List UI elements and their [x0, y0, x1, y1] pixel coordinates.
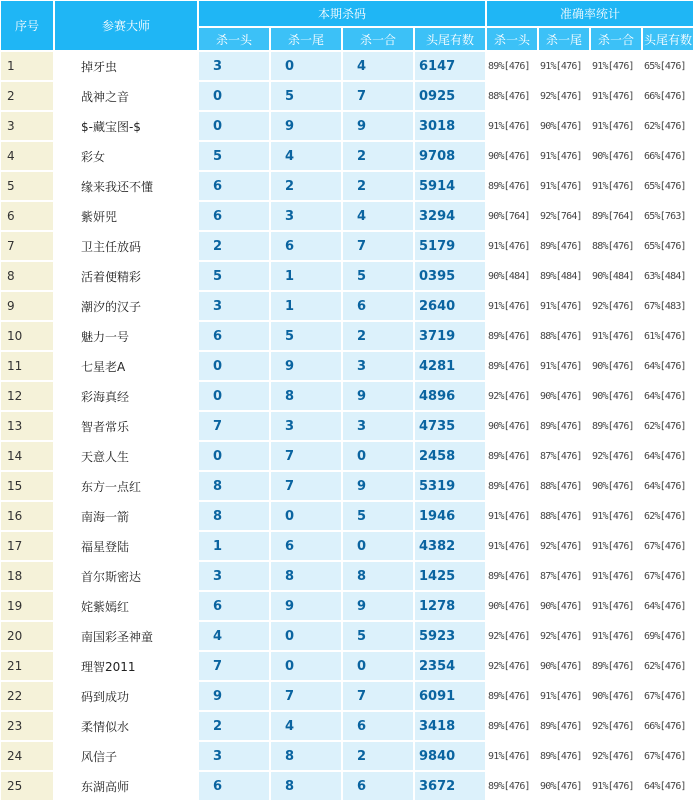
kill-combo-value: 3 [343, 412, 413, 440]
acc-head-tail: 69%[476] [643, 622, 693, 650]
acc-head-tail: 65%[476] [643, 172, 693, 200]
row-index: 21 [1, 652, 53, 680]
table-row [1, 172, 693, 200]
table-row [1, 622, 693, 650]
acc-head-tail: 64%[476] [643, 772, 693, 800]
master-name: 柔情似水 [55, 712, 197, 740]
master-name: 姹紫嫣红 [55, 592, 197, 620]
acc-head-tail: 64%[476] [643, 472, 693, 500]
kill-tail-value: 8 [271, 562, 341, 590]
acc-kill-combo: 92%[476] [591, 442, 641, 470]
head-tail-value: 3418 [415, 712, 485, 740]
master-name: 魅力一号 [55, 322, 197, 350]
kill-tail-value: 0 [271, 52, 341, 80]
acc-kill-head: 90%[764] [487, 202, 537, 230]
kill-head-value: 6 [199, 592, 269, 620]
master-name: 掉牙虫 [55, 52, 197, 80]
acc-kill-head: 89%[476] [487, 712, 537, 740]
acc-head-tail: 66%[476] [643, 142, 693, 170]
acc-kill-tail: 91%[476] [539, 172, 589, 200]
acc-kill-combo: 91%[476] [591, 322, 641, 350]
master-name: 卫主任放码 [55, 232, 197, 260]
acc-kill-head: 89%[476] [487, 52, 537, 80]
table-row [1, 382, 693, 410]
kill-combo-value: 7 [343, 682, 413, 710]
kill-head-value: 6 [199, 202, 269, 230]
acc-kill-head: 92%[476] [487, 382, 537, 410]
head-tail-value: 2354 [415, 652, 485, 680]
kill-head-header: 杀一头 [199, 28, 269, 50]
acc-kill-head: 91%[476] [487, 532, 537, 560]
master-header: 参赛大师 [55, 1, 197, 50]
acc-kill-combo: 91%[476] [591, 172, 641, 200]
acc-kill-tail: 92%[476] [539, 622, 589, 650]
kill-head-value: 5 [199, 262, 269, 290]
acc-kill-combo: 90%[476] [591, 682, 641, 710]
master-name: 七星老A [55, 352, 197, 380]
table-row [1, 52, 693, 80]
acc-kill-head: 90%[484] [487, 262, 537, 290]
kill-tail-value: 4 [271, 142, 341, 170]
acc-kill-tail: 92%[476] [539, 532, 589, 560]
acc-head-tail: 67%[476] [643, 562, 693, 590]
acc-kill-head: 90%[476] [487, 142, 537, 170]
master-name: $-藏宝图-$ [55, 112, 197, 140]
kill-combo-value: 6 [343, 292, 413, 320]
kill-combo-value: 2 [343, 742, 413, 770]
master-name: 风信子 [55, 742, 197, 770]
kill-head-value: 8 [199, 472, 269, 500]
row-index: 5 [1, 172, 53, 200]
acc-kill-head: 89%[476] [487, 682, 537, 710]
table-row [1, 772, 693, 800]
kill-tail-value: 0 [271, 622, 341, 650]
acc-kill-head: 92%[476] [487, 622, 537, 650]
head-tail-value: 2458 [415, 442, 485, 470]
kill-tail-value: 8 [271, 382, 341, 410]
kill-head-value: 9 [199, 682, 269, 710]
table-row [1, 82, 693, 110]
acc-head-tail-header: 头尾有数 [643, 28, 693, 50]
table-row [1, 532, 693, 560]
acc-kill-combo: 90%[484] [591, 262, 641, 290]
acc-kill-head: 90%[476] [487, 412, 537, 440]
table-row [1, 712, 693, 740]
kill-combo-value: 9 [343, 472, 413, 500]
acc-kill-head: 89%[476] [487, 442, 537, 470]
table-row [1, 592, 693, 620]
kill-combo-value: 8 [343, 562, 413, 590]
kill-tail-value: 3 [271, 412, 341, 440]
row-index: 24 [1, 742, 53, 770]
kill-head-value: 7 [199, 652, 269, 680]
row-index: 4 [1, 142, 53, 170]
acc-head-tail: 66%[476] [643, 82, 693, 110]
head-tail-value: 4896 [415, 382, 485, 410]
master-name: 东方一点红 [55, 472, 197, 500]
head-tail-value: 2640 [415, 292, 485, 320]
master-name: 南国彩圣神童 [55, 622, 197, 650]
head-tail-value: 1425 [415, 562, 485, 590]
acc-kill-tail: 91%[476] [539, 142, 589, 170]
row-index: 23 [1, 712, 53, 740]
row-index: 6 [1, 202, 53, 230]
acc-kill-combo: 91%[476] [591, 592, 641, 620]
acc-head-tail: 61%[476] [643, 322, 693, 350]
row-index: 22 [1, 682, 53, 710]
kill-head-value: 3 [199, 292, 269, 320]
kill-head-value: 2 [199, 232, 269, 260]
row-index: 19 [1, 592, 53, 620]
acc-kill-combo: 88%[476] [591, 232, 641, 260]
acc-kill-combo: 90%[476] [591, 472, 641, 500]
acc-kill-head: 89%[476] [487, 562, 537, 590]
head-tail-value: 5179 [415, 232, 485, 260]
head-tail-header: 头尾有数 [415, 28, 485, 50]
acc-head-tail: 62%[476] [643, 412, 693, 440]
current-kill-header: 本期杀码 [199, 1, 485, 26]
table-header [1, 1, 693, 50]
kill-combo-value: 5 [343, 622, 413, 650]
table-row [1, 472, 693, 500]
acc-kill-combo: 90%[476] [591, 352, 641, 380]
kill-combo-value: 2 [343, 172, 413, 200]
kill-combo-value: 4 [343, 52, 413, 80]
row-index: 9 [1, 292, 53, 320]
acc-kill-combo: 89%[476] [591, 412, 641, 440]
acc-kill-combo: 90%[476] [591, 382, 641, 410]
acc-kill-head: 91%[476] [487, 232, 537, 260]
kill-combo-value: 4 [343, 202, 413, 230]
table-body [1, 52, 693, 800]
kill-combo-value: 0 [343, 652, 413, 680]
acc-kill-head: 89%[476] [487, 352, 537, 380]
kill-tail-value: 7 [271, 442, 341, 470]
acc-kill-tail: 90%[476] [539, 382, 589, 410]
acc-kill-tail: 92%[476] [539, 82, 589, 110]
acc-kill-tail: 87%[476] [539, 442, 589, 470]
acc-kill-tail: 89%[476] [539, 742, 589, 770]
acc-kill-tail: 88%[476] [539, 322, 589, 350]
kill-head-value: 0 [199, 442, 269, 470]
kill-tail-value: 9 [271, 112, 341, 140]
row-index: 11 [1, 352, 53, 380]
acc-kill-head: 91%[476] [487, 112, 537, 140]
kill-tail-value: 4 [271, 712, 341, 740]
row-index: 2 [1, 82, 53, 110]
table-row [1, 112, 693, 140]
head-tail-value: 1278 [415, 592, 485, 620]
kill-head-value: 0 [199, 382, 269, 410]
head-tail-value: 0925 [415, 82, 485, 110]
kill-head-value: 0 [199, 112, 269, 140]
acc-head-tail: 64%[476] [643, 382, 693, 410]
table-row [1, 682, 693, 710]
acc-kill-combo: 92%[476] [591, 712, 641, 740]
head-tail-value: 3719 [415, 322, 485, 350]
head-tail-value: 1946 [415, 502, 485, 530]
kill-combo-value: 3 [343, 352, 413, 380]
acc-kill-combo: 91%[476] [591, 82, 641, 110]
head-tail-value: 9708 [415, 142, 485, 170]
acc-head-tail: 64%[476] [643, 442, 693, 470]
acc-kill-combo: 91%[476] [591, 772, 641, 800]
kill-tail-header: 杀一尾 [271, 28, 341, 50]
kill-combo-value: 0 [343, 532, 413, 560]
kill-combo-value: 2 [343, 322, 413, 350]
table-row [1, 352, 693, 380]
kill-tail-value: 1 [271, 292, 341, 320]
row-index: 12 [1, 382, 53, 410]
kill-head-value: 3 [199, 562, 269, 590]
acc-kill-head: 92%[476] [487, 652, 537, 680]
row-index: 1 [1, 52, 53, 80]
kill-combo-value: 5 [343, 502, 413, 530]
kill-combo-value: 9 [343, 592, 413, 620]
kill-head-value: 2 [199, 712, 269, 740]
kill-tail-value: 5 [271, 82, 341, 110]
kill-combo-value: 7 [343, 82, 413, 110]
head-tail-value: 3018 [415, 112, 485, 140]
acc-head-tail: 67%[483] [643, 292, 693, 320]
acc-kill-head: 88%[476] [487, 82, 537, 110]
table-row [1, 652, 693, 680]
acc-kill-tail: 88%[476] [539, 502, 589, 530]
row-index: 10 [1, 322, 53, 350]
acc-kill-head: 89%[476] [487, 772, 537, 800]
kill-combo-value: 9 [343, 112, 413, 140]
acc-kill-tail: 91%[476] [539, 682, 589, 710]
row-index: 7 [1, 232, 53, 260]
master-name: 东湖高师 [55, 772, 197, 800]
acc-kill-head: 91%[476] [487, 502, 537, 530]
master-name: 彩海真经 [55, 382, 197, 410]
acc-head-tail: 62%[476] [643, 112, 693, 140]
row-index: 18 [1, 562, 53, 590]
acc-kill-combo: 89%[476] [591, 652, 641, 680]
kill-combo-header: 杀一合 [343, 28, 413, 50]
acc-kill-tail: 89%[476] [539, 412, 589, 440]
acc-kill-head: 91%[476] [487, 292, 537, 320]
head-tail-value: 0395 [415, 262, 485, 290]
kill-head-value: 6 [199, 772, 269, 800]
row-index: 8 [1, 262, 53, 290]
acc-kill-tail: 91%[476] [539, 52, 589, 80]
row-index: 25 [1, 772, 53, 800]
kill-tail-value: 6 [271, 232, 341, 260]
master-name: 智者常乐 [55, 412, 197, 440]
master-name: 战神之音 [55, 82, 197, 110]
acc-head-tail: 65%[763] [643, 202, 693, 230]
accuracy-stats-header: 准确率统计 [487, 1, 693, 26]
kill-head-value: 6 [199, 172, 269, 200]
acc-kill-combo: 92%[476] [591, 292, 641, 320]
table-row [1, 202, 693, 230]
kill-head-value: 3 [199, 52, 269, 80]
row-index: 20 [1, 622, 53, 650]
acc-kill-tail: 90%[476] [539, 112, 589, 140]
head-tail-value: 5923 [415, 622, 485, 650]
kill-combo-value: 2 [343, 142, 413, 170]
acc-head-tail: 65%[476] [643, 232, 693, 260]
table-row [1, 562, 693, 590]
kill-combo-value: 5 [343, 262, 413, 290]
acc-head-tail: 67%[476] [643, 682, 693, 710]
acc-kill-tail: 90%[476] [539, 652, 589, 680]
kill-tail-value: 7 [271, 472, 341, 500]
head-tail-value: 6091 [415, 682, 485, 710]
acc-kill-tail: 89%[476] [539, 712, 589, 740]
acc-kill-combo: 90%[476] [591, 142, 641, 170]
kill-combo-value: 6 [343, 772, 413, 800]
master-name: 潮汐的汉子 [55, 292, 197, 320]
kill-head-value: 5 [199, 142, 269, 170]
head-tail-value: 5319 [415, 472, 485, 500]
acc-kill-head: 89%[476] [487, 172, 537, 200]
head-tail-value: 3294 [415, 202, 485, 230]
kill-head-value: 7 [199, 412, 269, 440]
acc-kill-tail: 89%[484] [539, 262, 589, 290]
kill-combo-value: 0 [343, 442, 413, 470]
head-tail-value: 4735 [415, 412, 485, 440]
acc-kill-combo: 91%[476] [591, 502, 641, 530]
master-name: 首尔斯密达 [55, 562, 197, 590]
kill-combo-value: 6 [343, 712, 413, 740]
kill-head-value: 0 [199, 352, 269, 380]
master-name: 天意人生 [55, 442, 197, 470]
kill-combo-value: 7 [343, 232, 413, 260]
acc-kill-tail: 91%[476] [539, 292, 589, 320]
kill-head-value: 6 [199, 322, 269, 350]
acc-head-tail: 62%[476] [643, 652, 693, 680]
kill-tail-value: 2 [271, 172, 341, 200]
kill-head-value: 1 [199, 532, 269, 560]
table-row [1, 232, 693, 260]
master-name: 南海一箭 [55, 502, 197, 530]
row-index: 16 [1, 502, 53, 530]
acc-kill-tail-header: 杀一尾 [539, 28, 589, 50]
master-name: 福星登陆 [55, 532, 197, 560]
acc-head-tail: 67%[476] [643, 742, 693, 770]
master-name: 码到成功 [55, 682, 197, 710]
table-row [1, 412, 693, 440]
acc-kill-tail: 87%[476] [539, 562, 589, 590]
acc-kill-combo: 91%[476] [591, 112, 641, 140]
kill-tail-value: 9 [271, 592, 341, 620]
acc-kill-tail: 90%[476] [539, 592, 589, 620]
acc-head-tail: 67%[476] [643, 532, 693, 560]
head-tail-value: 6147 [415, 52, 485, 80]
master-name: 彩女 [55, 142, 197, 170]
acc-head-tail: 66%[476] [643, 712, 693, 740]
head-tail-value: 9840 [415, 742, 485, 770]
kill-head-value: 4 [199, 622, 269, 650]
table-row [1, 442, 693, 470]
acc-kill-combo: 89%[764] [591, 202, 641, 230]
acc-kill-combo: 91%[476] [591, 532, 641, 560]
kill-head-value: 3 [199, 742, 269, 770]
kill-head-value: 0 [199, 82, 269, 110]
kill-tail-value: 8 [271, 742, 341, 770]
row-index: 17 [1, 532, 53, 560]
kill-tail-value: 8 [271, 772, 341, 800]
acc-kill-combo: 91%[476] [591, 562, 641, 590]
table-row [1, 142, 693, 170]
kill-tail-value: 1 [271, 262, 341, 290]
master-name: 紫妍兕 [55, 202, 197, 230]
acc-kill-combo: 91%[476] [591, 52, 641, 80]
acc-kill-tail: 89%[476] [539, 232, 589, 260]
acc-kill-tail: 91%[476] [539, 352, 589, 380]
acc-kill-head-header: 杀一头 [487, 28, 537, 50]
row-index: 13 [1, 412, 53, 440]
acc-kill-combo-header: 杀一合 [591, 28, 641, 50]
master-name: 理智2011 [55, 652, 197, 680]
acc-kill-head: 89%[476] [487, 322, 537, 350]
acc-kill-tail: 90%[476] [539, 772, 589, 800]
acc-kill-head: 90%[476] [487, 592, 537, 620]
table-row [1, 262, 693, 290]
kill-tail-value: 6 [271, 532, 341, 560]
acc-head-tail: 65%[476] [643, 52, 693, 80]
acc-head-tail: 63%[484] [643, 262, 693, 290]
head-tail-value: 5914 [415, 172, 485, 200]
acc-head-tail: 62%[476] [643, 502, 693, 530]
row-index: 14 [1, 442, 53, 470]
kill-tail-value: 0 [271, 652, 341, 680]
acc-kill-tail: 92%[764] [539, 202, 589, 230]
kill-tail-value: 7 [271, 682, 341, 710]
seq-header: 序号 [1, 1, 53, 50]
kill-head-value: 8 [199, 502, 269, 530]
table-row [1, 742, 693, 770]
acc-kill-combo: 91%[476] [591, 622, 641, 650]
table-row [1, 502, 693, 530]
kill-tail-value: 9 [271, 352, 341, 380]
master-name: 活着便精彩 [55, 262, 197, 290]
head-tail-value: 3672 [415, 772, 485, 800]
kill-tail-value: 0 [271, 502, 341, 530]
acc-kill-head: 89%[476] [487, 472, 537, 500]
acc-head-tail: 64%[476] [643, 592, 693, 620]
head-tail-value: 4281 [415, 352, 485, 380]
table-row [1, 322, 693, 350]
table-row [1, 292, 693, 320]
row-index: 3 [1, 112, 53, 140]
head-tail-value: 4382 [415, 532, 485, 560]
kill-combo-value: 9 [343, 382, 413, 410]
acc-kill-tail: 88%[476] [539, 472, 589, 500]
kill-tail-value: 3 [271, 202, 341, 230]
acc-kill-combo: 92%[476] [591, 742, 641, 770]
acc-kill-head: 91%[476] [487, 742, 537, 770]
row-index: 15 [1, 472, 53, 500]
acc-head-tail: 64%[476] [643, 352, 693, 380]
master-name: 缘来我还不懂 [55, 172, 197, 200]
kill-tail-value: 5 [271, 322, 341, 350]
